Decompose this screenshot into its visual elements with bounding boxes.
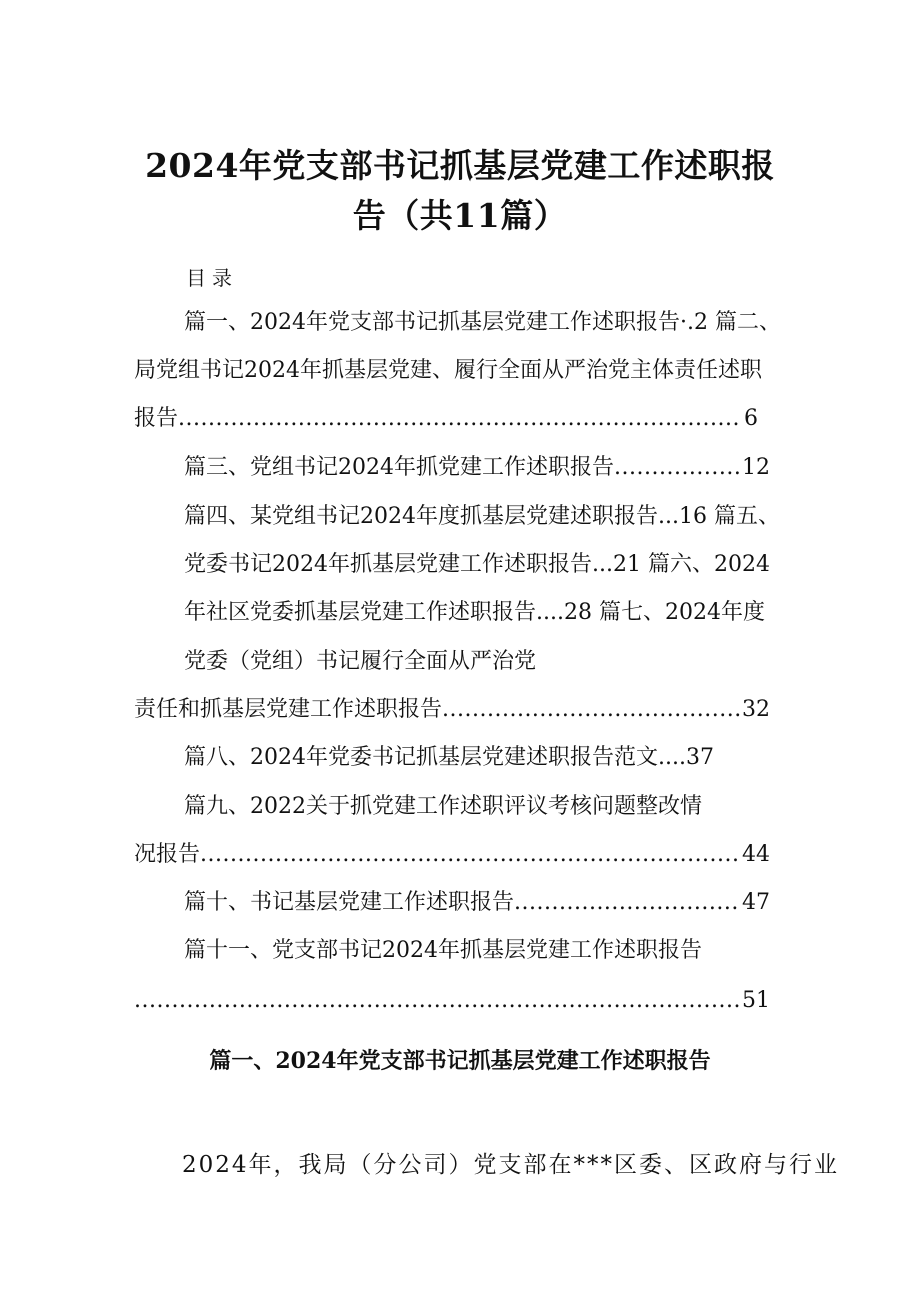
section-heading: 篇一、2024年党支部书记抓基层党建工作述职报告 xyxy=(209,1048,711,1074)
toc-line: 篇四、某党组书记2024年度抓基层党建述职报告...16 篇五、 xyxy=(184,504,780,529)
toc-label: 目录 xyxy=(186,266,238,290)
toc-line: 篇九、2022关于抓党建工作述职评议考核问题整改情 xyxy=(184,794,702,819)
toc-line: 党委书记2024年抓基层党建工作述职报告...21 篇六、2024 xyxy=(184,552,770,577)
toc-entry xyxy=(134,986,770,1016)
toc-line: 党委（党组）书记履行全面从严治党 xyxy=(184,649,537,674)
toc-leader-dots xyxy=(614,453,740,483)
document-title-line-2: 告（共11篇） xyxy=(352,196,568,235)
toc-entry-title: 篇三、党组书记2024年抓党建工作述职报告 xyxy=(184,455,614,480)
toc-line: 年社区党委抓基层党建工作述职报告....28 篇七、2024年度 xyxy=(184,600,765,625)
toc-leader-dots xyxy=(200,840,740,870)
toc-page-number: 12 xyxy=(742,455,770,480)
toc-line: 篇十一、党支部书记2024年抓基层党建工作述职报告 xyxy=(184,938,702,963)
toc-line: 篇八、2024年党委书记抓基层党建述职报告范文....37 xyxy=(184,745,714,770)
toc-leader-dots xyxy=(178,404,742,434)
toc-page-number: 47 xyxy=(742,890,770,915)
toc-line: 局党组书记2024年抓基层党建、履行全面从严治党主体责任述职 xyxy=(134,358,762,383)
toc-entry xyxy=(134,840,770,870)
toc-entry xyxy=(134,695,770,725)
toc-page-number: 32 xyxy=(742,697,770,722)
toc-entry-title: 报告 xyxy=(134,406,179,431)
toc-leader-dots xyxy=(514,888,740,918)
toc-entry xyxy=(184,888,770,918)
toc-entry xyxy=(134,404,758,434)
toc-page-number: 6 xyxy=(744,406,758,431)
toc-entry xyxy=(184,453,770,483)
toc-line: 篇一、2024年党支部书记抓基层党建工作述职报告·.2 篇二、 xyxy=(184,310,781,335)
toc-leader-dots xyxy=(442,695,740,725)
body-paragraph: 2024年，我局（分公司）党支部在***区委、区政府与行业 xyxy=(182,1152,840,1178)
toc-entry-title: 责任和抓基层党建工作述职报告 xyxy=(134,697,443,722)
toc-page-number: 44 xyxy=(742,842,770,867)
toc-entry-title: 况报告 xyxy=(134,842,201,867)
toc-entry-title: 篇十、书记基层党建工作述职报告 xyxy=(184,890,515,915)
toc-leader-dots xyxy=(134,986,740,1016)
document-title-line-1: 2024年党支部书记抓基层党建工作述职报 xyxy=(145,146,775,185)
toc-page-number: 51 xyxy=(742,988,770,1013)
